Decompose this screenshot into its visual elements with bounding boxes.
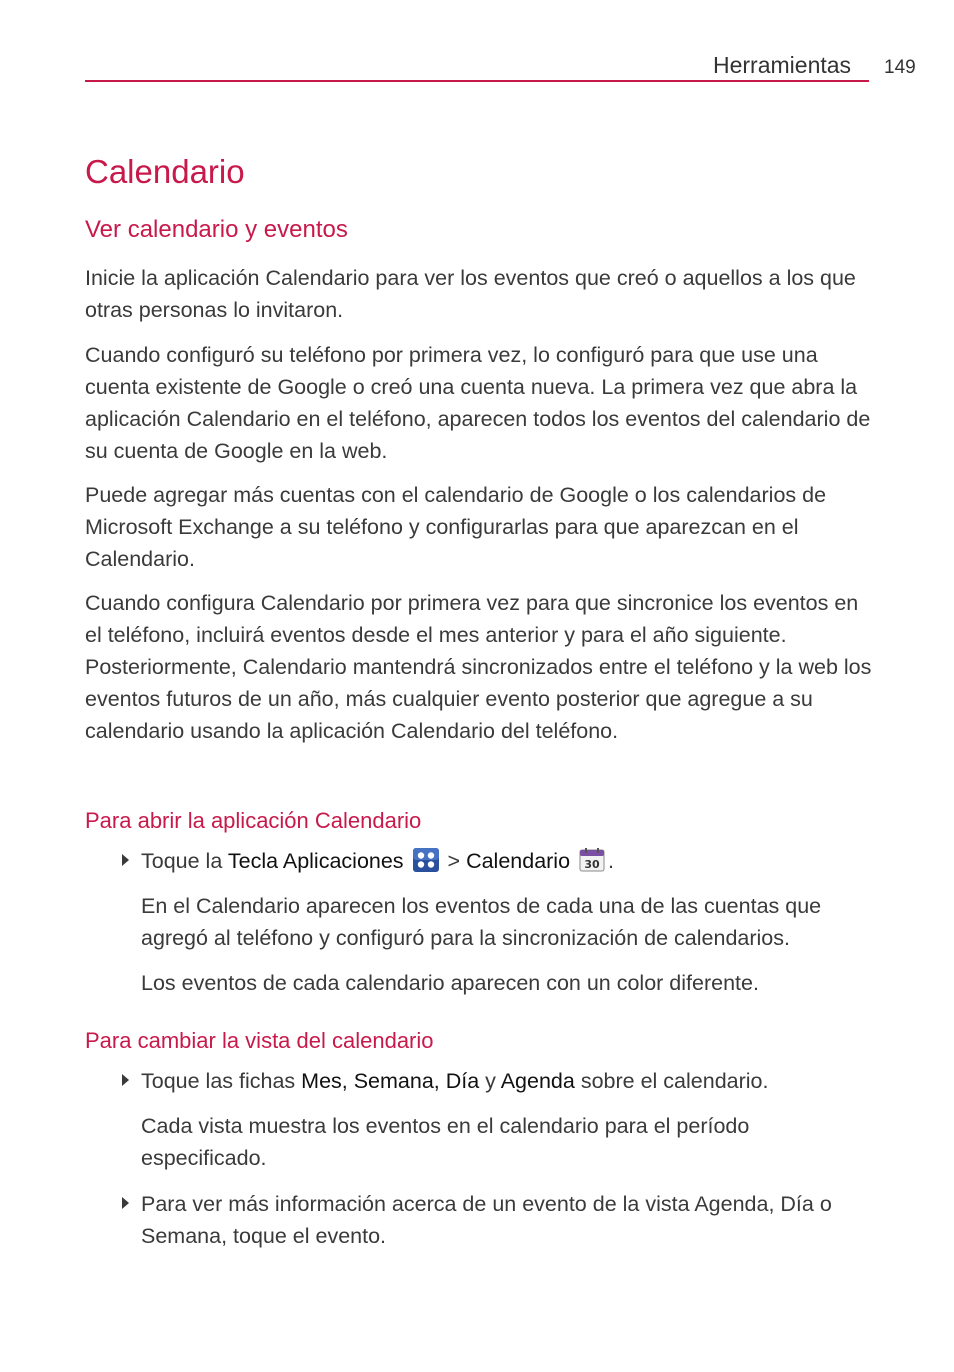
step-prefix: Toque las fichas [141,1069,302,1093]
agenda-tab-label: Agenda [500,1069,575,1093]
step-and: y [479,1069,501,1093]
page-title: Calendario [85,153,245,190]
calendar-icon [579,848,605,872]
header-divider [85,80,869,82]
calendar-icon-day: 30 [584,858,600,871]
step-suffix: sobre el calendario. [574,1069,769,1093]
step-separator: > [441,849,467,873]
bullet-icon [122,854,129,866]
section-heading: Ver calendario y eventos [85,216,348,243]
sync-paragraph: Cuando configura Calendario por primera vez para que sincronice los eventos en el teléfono, incluirá eventos desde el mes anterior y para el año siguiente. Posteriormente, Calendario mantendrá sincronizados entre el teléfono y la web los eventos futuros de un año, más cualquier evento posterior que agregue a su calendario usando la aplicación Calendario del teléfono. [85,591,872,743]
exchange-paragraph: Puede agregar más cuentas con el calendario de Google o los calendarios de Microsoft Exchange a su teléfono y configurarlas para que aparezcan en el Calendario. [85,483,827,571]
intro-paragraph: Inicie la aplicación Calendario para ver los eventos que creó o aquellos a los que otras personas lo invitaron. [85,266,856,322]
view-tabs-label: Mes, Semana, Día [301,1069,480,1093]
apps-grid-icon [413,848,439,872]
step-prefix: Toque la [141,849,228,873]
google-account-paragraph: Cuando configuró su teléfono por primera vez, lo configuró para que use una cuenta existente de Google o creó una cuenta nueva. La primera vez que abra la aplicación Calendario en el teléfono, aparecen todos los eventos del calendario de su cuenta de Google en la web. [85,343,871,463]
change-view-step [141,1065,875,1097]
change-view-heading: Para cambiar la vista del calendario [85,1028,434,1053]
page-number: 149 [884,57,916,78]
header-section-title: Herramientas [713,52,852,78]
open-app-heading: Para abrir la aplicación Calendario [85,808,422,833]
colors-note: Los eventos de cada calendario aparecen con un color diferente. [141,971,759,995]
calendar-app-label: Calendario [466,849,571,873]
accounts-note: En el Calendario aparecen los eventos de cada una de las cuentas que agregó al teléfono y configuró para la sincronización de calendarios. [141,894,822,950]
event-details-step: Para ver más información acerca de un evento de la vista Agenda, Día o Semana, toque el evento. [141,1192,832,1248]
view-period-note: Cada vista muestra los eventos en el calendario para el período especificado. [141,1114,750,1170]
open-app-step [141,845,875,877]
bullet-icon [122,1074,129,1086]
bullet-icon [122,1197,129,1209]
apps-key-label: Tecla Aplicaciones [227,849,404,873]
step-suffix: . [608,849,615,873]
